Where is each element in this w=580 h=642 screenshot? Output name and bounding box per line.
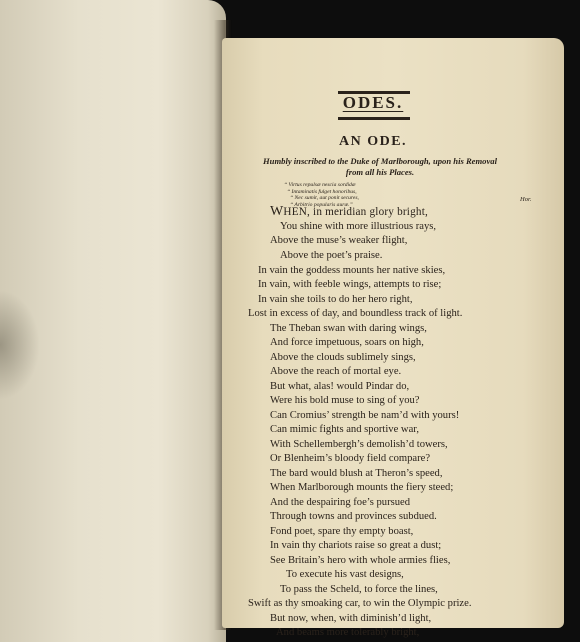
poem-line: Through towns and provinces subdued. [270,511,437,522]
dedication-line: Humbly inscribed to the Duke of Marlborough, upon his Removal [263,156,497,166]
poem-line: In vain thy chariots raise so great a dust; [270,540,442,551]
poem-line: To execute his vast designs, [286,569,404,580]
epigraph-author: Hor. [520,196,532,203]
dedication [230,156,530,178]
poem-line: But what, alas! would Pindar do, [270,381,410,392]
poem-line: Were his bold muse to sing of you? [270,395,420,406]
poem-line: Above the poet’s praise. [280,250,383,261]
poem-line: With Schellembergh’s demolish’d towers, [270,439,448,450]
poem-line: Above the clouds sublimely sings, [270,352,416,363]
poem-line: In vain the goddess mounts her native skies, [258,265,446,276]
poem-line: In vain she toils to do her hero right, [258,294,413,305]
poem-line: When Marlborough mounts the fiery steed; [270,482,454,493]
ode-title: AN ODE. [338,134,408,149]
poem-line: Above the reach of mortal eye. [270,366,402,377]
poem-line: And force impetuous, soars on high, [270,337,424,348]
poem-line: See Britain’s hero with whole armies flies, [270,555,451,566]
epigraph [284,182,359,208]
poem-line: Swift as thy smoaking car, to win the Olympic prize. [248,598,472,609]
page-heading: ODES. [342,93,404,112]
poem-line: But now, when, with diminish’d light, [270,613,432,624]
printed-page [222,38,564,638]
poem-line: You shine with more illustrious rays, [280,221,437,232]
poem-line: And the despairing foe’s pursued [270,497,411,508]
left-blank-page [0,0,226,642]
poem-line: Can mimic fights and sportive war, [270,424,420,435]
poem-line: Above the muse’s weaker flight, [270,235,408,246]
dedication-line: from all his Places. [345,167,415,177]
poem-line: Can Cromius’ strength be nam’d with yours! [270,410,460,421]
epigraph-line: “ Nec sumit, aut ponit secures, [290,195,359,201]
poem-line: Fond poet, spare thy empty boast, [270,526,414,537]
poem-line: To pass the Scheld, to force the lines, [280,584,438,595]
poem-line: WHEN, in meridian glory bright, [270,204,428,219]
epigraph-line: “ Intaminatis fulget honoribus, [287,188,357,195]
poem-line: The bard would blush at Theron’s speed, [270,468,443,479]
poem-line: In vain, with feeble wings, attempts to rise; [258,279,442,290]
epigraph-line: “ Virtus repulsæ nescia sordidæ [284,182,356,188]
poem-line: Lost in excess of day, and boundless track of light. [248,308,463,319]
poem-line: The Theban swan with daring wings, [270,323,427,334]
poem-line: And beams more tolerably bright, [276,627,420,638]
poem-line: Or Blenheim’s bloody field compare? [270,453,431,464]
epigraph-line: “ Arbitrio popularis auræ.” [290,201,353,208]
header-rule-bottom [338,117,410,120]
